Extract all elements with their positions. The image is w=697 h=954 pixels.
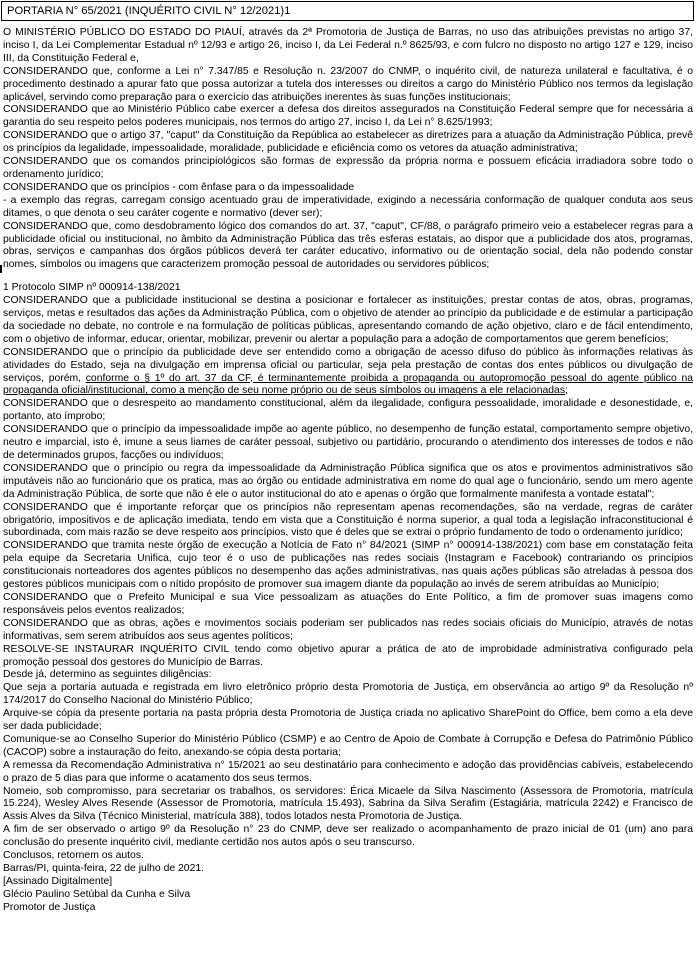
considerando-paragraph: - a exemplo das regras, carregam consigo acentuado grau de imperatividade, exigindo a necessária conformação de qualquer conduta aos seus ditames, o que denota o seu caráter cogente e normativo (dever ser); bbox=[3, 194, 693, 219]
considerando-paragraph: CONSIDERANDO que, como desdobramento lógico dos comandos do art. 37, "caput", CF/88, o parágrafo primeiro veio a estabelecer regras para a publicidade oficial ou institucional, no âmbito da Administração Pública das três esferas estatais, ao dispor que a publicidade dos atos, programas, obras, serviços e campanhas dos órgãos públicos deverá ter caráter educativo, informativo ou de orientação social, dela não podendo constar nomes, símbolos ou imagens que caracterizem promoção pessoal de autoridades ou servidores públicos; bbox=[3, 220, 693, 271]
document-body bbox=[3, 27, 693, 915]
signature-note: [Assinado Digitalmente] bbox=[3, 875, 113, 887]
diligence-item: Comunique-se ao Conselho Superior do Ministério Público (CSMP) e ao Centro de Apoio de Combate à Corrupção e Defesa do Patrimônio Público (CACOP) sobre a instauração do feito, anexando-se cópia desta portaria; bbox=[3, 733, 693, 758]
resolution-paragraph: RESOLVE-SE INSTAURAR INQUÉRITO CIVIL tendo como objetivo apurar a prática de ato de improbidade administrativa configurado pela promoção pessoal dos gestores do Município de Barras. bbox=[3, 643, 693, 668]
considerando-paragraph: CONSIDERANDO que ao Ministério Público cabe exercer a defesa dos direitos assegurados na Constituição Federal sempre que for necessária a garantia do seu respeito pelos poderes municipais, nos termos do artigo 27, inciso I, da Lei n° 8.625/1993; bbox=[3, 104, 693, 129]
considerando-paragraph: CONSIDERANDO que os comandos principiológicos são formas de expressão da própria norma e possuem eficácia irradiadora sobre todo o ordenamento jurídico; bbox=[3, 156, 693, 180]
page-break-marker bbox=[0, 265, 2, 273]
publicidade-text: CONSIDERANDO que o princípio da publicidade deve ser entendido como a obrigação de acesso difuso do público às informações relativas às atividades do Estado, seja na divulgação em imprensa oficial ou particular, seja pela prestação de contas dos entes públicos ou divulgação de serviços, porém, bbox=[3, 346, 693, 384]
diligence-item: A fim de ser observado o artigo 9º da Resolução n° 23 do CNMP, deve ser realizado o acompanhamento de prazo inicial de 01 (um) ano para conclusão do presente inquérito civil, mediante certidão nos autos após o seu transcurso. bbox=[3, 824, 693, 849]
diligence-item: Arquive-se cópia da presente portaria na pasta própria desta Promotoria de Justiça criada no aplicativo SharePoint do Office, bem como a ela deve ser dada publicidade; bbox=[3, 708, 693, 733]
publicidade-end: ; bbox=[565, 385, 568, 397]
preamble-paragraph: O MINISTÉRIO PÚBLICO DO ESTADO DO PIAUÍ, através da 2ª Promotoria de Justiça de Barras, no uso das atribuições previstas no artigo 37, inciso I, da Lei Complementar Estadual nº 12/93 e artigo 26, inciso I, da Lei Federal n.º 8625/93, e com fulcro no disposto no artigo 127 e 129, inciso III, da Constituição Federal e, bbox=[3, 27, 693, 64]
diligences-heading: Desde já, determino as seguintes diligências: bbox=[3, 669, 212, 681]
page-break bbox=[3, 272, 693, 282]
considerando-paragraph: CONSIDERANDO que a publicidade institucional se destina a posicionar e fortalecer as instituições, prestar contas de atos, obras, programas, serviços, metas e resultados das ações da Administração Pública, com o objetivo de atender ao princípio da publicidade e de estimular a participação da sociedade no debate, no controle e na formulação de políticas públicas, apresentando comando de ação objetivo, claro e de fácil entendimento, com o objetivo de informar, educar, orientar, mobilizar, prevenir ou alertar a população para a adoção de comportamentos que gerem benefícios; bbox=[3, 295, 693, 345]
footnote: 1 Protocolo SIMP nº 000914-138/2021 bbox=[3, 282, 181, 294]
diligence-item: Que seja a portaria autuada e registrada em livro eletrônico próprio desta Promotoria de Justiça, em observância ao artigo 9º da Resolução nº 174/2017 do Conselho Nacional do Ministério Público; bbox=[3, 682, 693, 707]
considerando-paragraph: CONSIDERANDO que o Prefeito Municipal e sua Vice pessoalizam as atuações do Ente Político, a fim de promover suas imagens como responsáveis pelos eventos realizados; bbox=[3, 591, 693, 616]
considerando-paragraph bbox=[3, 347, 693, 399]
considerando-paragraph: CONSIDERANDO que o princípio ou regra da impessoalidade da Administração Pública significa que os atos e provimentos administrativos são imputáveis não ao funcionário que os pratica, mas ao órgão ou entidade administrativa em nome do qual age o funcionário, sendo um mero agente da Administração Pública, de sorte que não é ele o autor institucional do ato e apenas o órgão que formalmente manifesta a vontade estatal"; bbox=[3, 462, 693, 500]
diligence-item: Nomeio, sob compromisso, para secretariar os trabalhos, os servidores: Érica Micaele da Silva Nascimento (Assessora de Promotoria, matrícula 15.224), Wesley Alves Resende (Assessor de Promotoria, matrícula 15.493), Sabrina da Silva Serafim (Estagiária, matrícula 2242) e Francisco de Assis Alves da Silva (Técnico Ministerial, matrícula 388), todos lotados nesta Promotoria de Justiça. bbox=[3, 785, 693, 823]
portaria-title: PORTARIA N° 65/2021 (INQUÉRITO CIVIL N° 12/2021)1 bbox=[1, 1, 694, 21]
considerando-paragraph: CONSIDERANDO que tramita neste órgão de execução a Notícia de Fato n° 84/2021 (SIMP n° 000914-138/2021) com base em constatação feita pela equipe da Secretaria Unifica, cujo teor é o uso de publicações nas redes sociais (Instagram e Facebook) contrariando os princípios constitucionais norteadores dos agentes públicos no desempenho das ações administrativas, nas quais ações públicas são atreladas à pessoa dos gestores públicos municipais com o nítido propósito de promover sua imagem diante da população ao invés de serem atribuídas ao Município; bbox=[3, 540, 693, 591]
considerando-paragraph: CONSIDERANDO que o artigo 37, "caput" da Constituição da República ao estabelecer as diretrizes para a atuação da Administração Pública, prevê os princípios da legalidade, impessoalidade, moralidade, publicidade e eficiência como os vetores da atuação administrativa; bbox=[3, 130, 693, 155]
diligence-item: A remessa da Recomendação Administrativa n° 15/2021 ao seu destinatário para conhecimento e adoção das providências cabíveis, estabelecendo o prazo de 5 dias para que informe o acatamento dos seus termos. bbox=[3, 759, 693, 784]
signature-role: Promotor de Justiça bbox=[3, 901, 96, 913]
signature-date: Barras/PI, quinta-feira, 22 de julho de 2021. bbox=[3, 863, 205, 874]
considerando-paragraph: CONSIDERANDO que os princípios - com ênfase para o da impessoalidade bbox=[3, 181, 355, 193]
considerando-paragraph: CONSIDERANDO que o desrespeito ao mandamento constitucional, além da ilegalidade, configura pessoalidade, imoralidade e desonestidade, e, portanto, ato ímprobo; bbox=[3, 398, 693, 423]
signature-name: Glécio Paulino Setúbal da Cunha e Silva bbox=[3, 888, 191, 900]
underlined-text: conforme o § 1º do art. 37 da CF, é terminantemente proibida a propaganda ou autopromoção pessoal do agente público na propaganda oficial/institucional, como a menção de seu nome próprio ou de seus símbolos ou imagens a ele relacionadas bbox=[3, 372, 693, 397]
closing-line: Conclusos, retornem os autos. bbox=[3, 850, 144, 862]
considerando-paragraph: CONSIDERANDO que o princípio da impessoalidade impõe ao agente público, no desempenho de função estatal, comportamento sempre objetivo, neutro e imparcial, isto é, imune a seus liames de caráter pessoal, subjetivo ou partidário, procurando o atendimento dos interesses de todos e não de determinados grupos, facções ou indivíduos; bbox=[3, 424, 693, 461]
considerando-paragraph: CONSIDERANDO que é importante reforçar que os princípios não representam apenas recomendações, são na verdade, regras de caráter obrigatório, impositivos e de aplicação imediata, tendo em vista que a Constituição é norma superior, a qual toda a legislação infraconstitucional é subordinada, com mais razão se deve respeito aos princípios, visto que é deles que se extrai o próprio fundamento de todo o ordenamento jurídico; bbox=[3, 501, 693, 539]
considerando-paragraph: CONSIDERANDO que, conforme a Lei n° 7.347/85 e Resolução n. 23/2007 do CNMP, o inquérito civil, de natureza unilateral e facultativa, é o procedimento destinado a apurar fato que possa autorizar a tutela dos interesses ou direitos a cargo do Ministério Público nos termos da legislação aplicável, servindo como preparação para o exercício das atribuições inerentes às suas funções institucionais; bbox=[3, 65, 693, 103]
considerando-paragraph: CONSIDERANDO que as obras, ações e movimentos sociais poderiam ser publicados nas redes sociais oficiais do Município, através de notas informativas, sem serem atribuídos aos seus agentes políticos; bbox=[3, 617, 693, 642]
